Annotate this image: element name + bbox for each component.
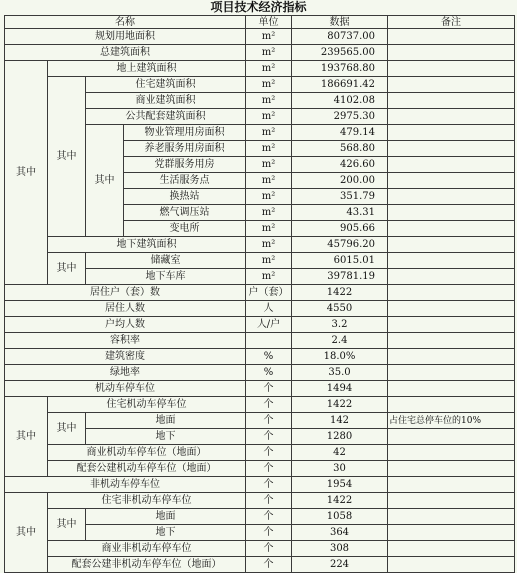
row-name: 规划用地面积: [5, 29, 246, 45]
row-name: 地面: [86, 509, 246, 525]
row-value: 4102.08: [292, 93, 388, 109]
row-remark: 占住宅总停车位的10%: [388, 413, 515, 429]
row-unit: m²: [246, 93, 292, 109]
row-unit: 个: [246, 413, 292, 429]
row-unit: [246, 333, 292, 349]
row-name: 地下: [86, 429, 246, 445]
row-value: 239565.00: [292, 45, 388, 61]
table-row: [5, 381, 515, 397]
table-row: [5, 557, 515, 573]
table-row: [5, 317, 515, 333]
row-name: 生活服务点: [124, 173, 246, 189]
header-data: 数据: [292, 16, 388, 29]
row-unit: 个: [246, 541, 292, 557]
row-unit: 个: [246, 381, 292, 397]
row-value: 200.00: [292, 173, 388, 189]
row-value: 3.2: [292, 317, 388, 333]
row-value: 2975.30: [292, 109, 388, 125]
row-value: 80737.00: [292, 29, 388, 45]
row-remark: [388, 397, 515, 413]
row-name: 商业建筑面积: [86, 93, 246, 109]
row-remark: [388, 445, 515, 461]
row-remark: [388, 173, 515, 189]
row-name: 住宅机动车停车位: [48, 397, 246, 413]
row-name: 户均人数: [5, 317, 246, 333]
economic-indicator-table: [4, 15, 515, 573]
row-value: 142: [292, 413, 388, 429]
table-row: [5, 29, 515, 45]
row-unit: m²: [246, 221, 292, 237]
row-name: 配套公建非机动车停车位（地面）: [48, 557, 246, 573]
row-value: 1422: [292, 285, 388, 301]
row-value: 479.14: [292, 125, 388, 141]
row-unit: m²: [246, 141, 292, 157]
row-unit: 个: [246, 477, 292, 493]
row-remark: [388, 77, 515, 93]
row-remark: [388, 525, 515, 541]
row-name: 公共配套建筑面积: [86, 109, 246, 125]
row-remark: [388, 301, 515, 317]
row-remark: [388, 61, 515, 77]
row-value: 351.79: [292, 189, 388, 205]
row-unit: 个: [246, 461, 292, 477]
row-unit: m²: [246, 45, 292, 61]
row-value: 1058: [292, 509, 388, 525]
row-value: 193768.80: [292, 61, 388, 77]
row-name: 容积率: [5, 333, 246, 349]
row-value: 2.4: [292, 333, 388, 349]
row-remark: [388, 237, 515, 253]
table-title: 项目技术经济指标: [210, 0, 307, 14]
row-unit: m²: [246, 109, 292, 125]
row-remark: [388, 429, 515, 445]
row-unit: m²: [246, 173, 292, 189]
table-row: [5, 349, 515, 365]
row-remark: [388, 109, 515, 125]
row-value: 30: [292, 461, 388, 477]
row-value: 1422: [292, 397, 388, 413]
row-value: 1954: [292, 477, 388, 493]
row-name: 居住户（套）数: [5, 285, 246, 301]
row-unit: 户（套）: [246, 285, 292, 301]
row-name: 住宅建筑面积: [86, 77, 246, 93]
row-name: 总建筑面积: [5, 45, 246, 61]
table-row: [5, 461, 515, 477]
row-value: 1422: [292, 493, 388, 509]
row-remark: [388, 205, 515, 221]
row-unit: m²: [246, 61, 292, 77]
row-remark: [388, 141, 515, 157]
row-value: 1280: [292, 429, 388, 445]
table-row: [5, 509, 515, 525]
row-value: 35.0: [292, 365, 388, 381]
row-value: 905.66: [292, 221, 388, 237]
row-unit: m²: [246, 237, 292, 253]
row-unit: 个: [246, 445, 292, 461]
row-value: 426.60: [292, 157, 388, 173]
row-remark: [388, 29, 515, 45]
table-row: [5, 541, 515, 557]
table-row: [5, 61, 515, 77]
table-row: [5, 477, 515, 493]
subgroup-label-qizhong: 其中: [48, 253, 86, 285]
row-remark: [388, 477, 515, 493]
group-label-qizhong: 其中: [5, 493, 48, 573]
row-name: 地下建筑面积: [48, 237, 246, 253]
row-name: 商业机动车停车位（地面）: [48, 445, 246, 461]
row-value: 186691.42: [292, 77, 388, 93]
table-row: [5, 237, 515, 253]
row-remark: [388, 221, 515, 237]
row-unit: 人/户: [246, 317, 292, 333]
row-name: 地上建筑面积: [48, 61, 246, 77]
group-label-qizhong: 其中: [5, 397, 48, 477]
row-unit: %: [246, 365, 292, 381]
row-name: 地下: [86, 525, 246, 541]
row-remark: [388, 125, 515, 141]
row-name: 居住人数: [5, 301, 246, 317]
row-name: 住宅非机动车停车位: [48, 493, 246, 509]
row-name: 地面: [86, 413, 246, 429]
table-row: [5, 365, 515, 381]
subsubgroup-label-qizhong: 其中: [86, 125, 124, 237]
row-remark: [388, 493, 515, 509]
row-name: 商业非机动车停车位: [48, 541, 246, 557]
subgroup-label-qizhong: 其中: [48, 509, 86, 541]
row-name: 非机动车停车位: [5, 477, 246, 493]
row-unit: 个: [246, 509, 292, 525]
row-name: 储藏室: [86, 253, 246, 269]
row-unit: m²: [246, 269, 292, 285]
row-remark: [388, 157, 515, 173]
row-name: 燃气调压站: [124, 205, 246, 221]
table-row: [5, 333, 515, 349]
row-remark: [388, 509, 515, 525]
row-name: 建筑密度: [5, 349, 246, 365]
row-name: 物业管理用房面积: [124, 125, 246, 141]
table-row: [5, 397, 515, 413]
row-remark: [388, 557, 515, 573]
row-value: 1494: [292, 381, 388, 397]
row-remark: [388, 365, 515, 381]
row-remark: [388, 317, 515, 333]
row-value: 45796.20: [292, 237, 388, 253]
row-unit: m²: [246, 125, 292, 141]
row-name: 党群服务用房: [124, 157, 246, 173]
row-remark: [388, 381, 515, 397]
row-unit: %: [246, 349, 292, 365]
table-row: [5, 253, 515, 269]
row-unit: m²: [246, 205, 292, 221]
row-value: 364: [292, 525, 388, 541]
row-value: 224: [292, 557, 388, 573]
group-label-qizhong: 其中: [5, 61, 48, 285]
row-remark: [388, 269, 515, 285]
row-value: 6015.01: [292, 253, 388, 269]
table-row: [5, 493, 515, 509]
row-value: 39781.19: [292, 269, 388, 285]
row-remark: [388, 333, 515, 349]
row-unit: 个: [246, 429, 292, 445]
row-name: 换热站: [124, 189, 246, 205]
row-name: 绿地率: [5, 365, 246, 381]
row-unit: m²: [246, 157, 292, 173]
row-unit: m²: [246, 29, 292, 45]
row-unit: m²: [246, 189, 292, 205]
row-remark: [388, 189, 515, 205]
row-remark: [388, 253, 515, 269]
row-value: 42: [292, 445, 388, 461]
table-row: [5, 45, 515, 61]
row-unit: 个: [246, 493, 292, 509]
row-unit: 个: [246, 525, 292, 541]
row-remark: [388, 461, 515, 477]
header-row: [5, 16, 515, 29]
table-row: [5, 445, 515, 461]
table-row: [5, 285, 515, 301]
row-value: 4550: [292, 301, 388, 317]
row-name: 变电所: [124, 221, 246, 237]
subgroup-label-qizhong: 其中: [48, 77, 86, 237]
table-row: [5, 77, 515, 93]
row-unit: m²: [246, 77, 292, 93]
row-remark: [388, 541, 515, 557]
row-unit: m²: [246, 253, 292, 269]
row-unit: 人: [246, 301, 292, 317]
row-value: 43.31: [292, 205, 388, 221]
row-value: 308: [292, 541, 388, 557]
row-name: 地下车库: [86, 269, 246, 285]
table-row: [5, 413, 515, 429]
row-remark: [388, 93, 515, 109]
header-name: 名称: [5, 16, 246, 29]
row-name: 养老服务用房面积: [124, 141, 246, 157]
row-remark: [388, 285, 515, 301]
subgroup-label-qizhong: 其中: [48, 413, 86, 445]
row-unit: 个: [246, 557, 292, 573]
row-name: 配套公建机动车停车位（地面）: [48, 461, 246, 477]
row-value: 18.0%: [292, 349, 388, 365]
header-remark: 备注: [388, 16, 515, 29]
row-remark: [388, 45, 515, 61]
row-unit: 个: [246, 397, 292, 413]
table-row: [5, 301, 515, 317]
row-name: 机动车停车位: [5, 381, 246, 397]
header-unit: 单位: [246, 16, 292, 29]
row-remark: [388, 349, 515, 365]
row-value: 568.80: [292, 141, 388, 157]
